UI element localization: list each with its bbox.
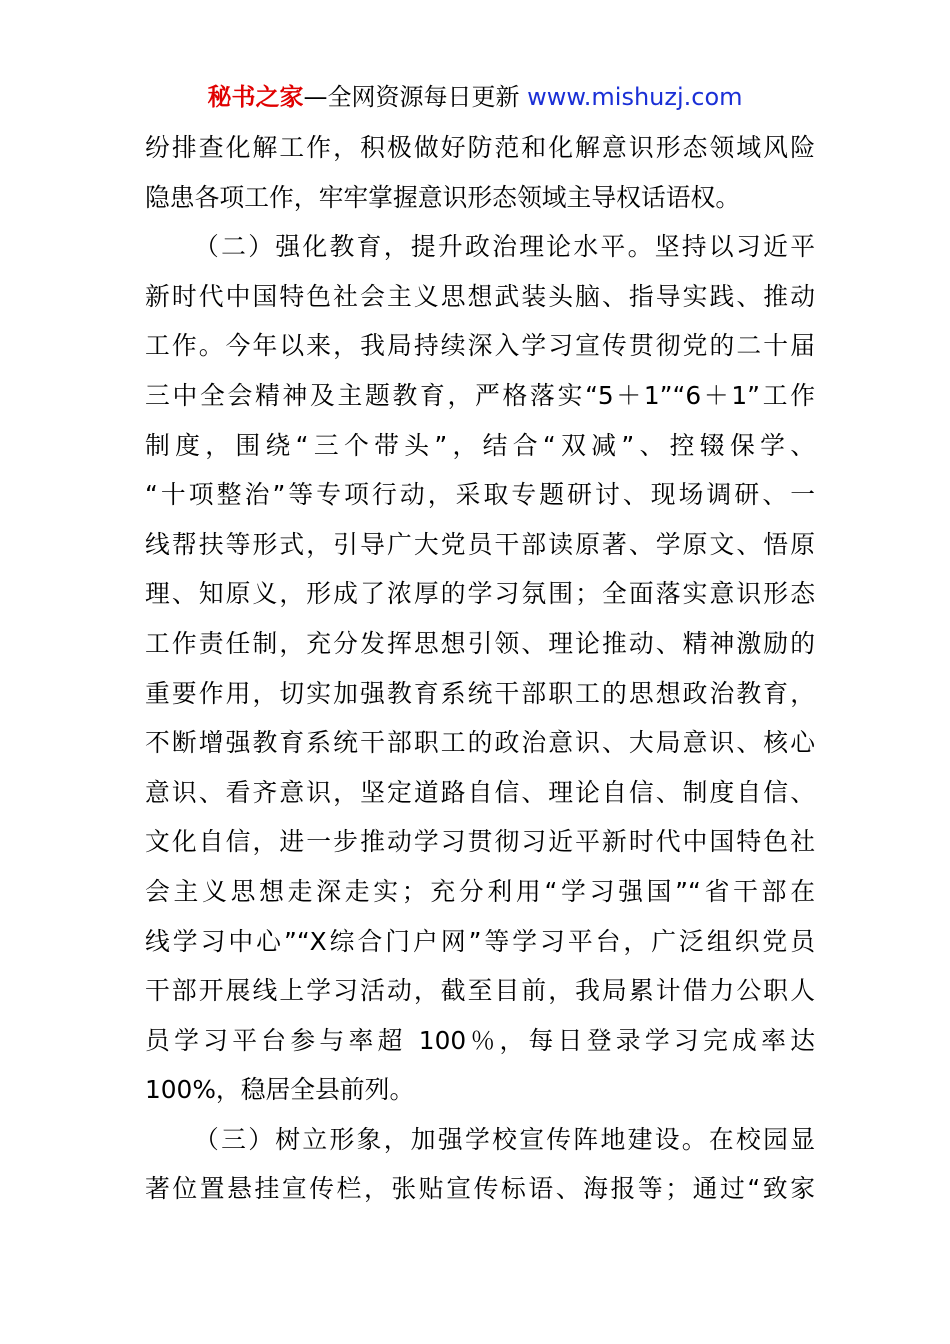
- document-body: [145, 123, 815, 1214]
- text-line: 著位置悬挂宣传栏，张贴宣传标语、海报等；通过“致家: [145, 1174, 815, 1204]
- header-tagline: —全网资源每日更新: [303, 83, 528, 111]
- text-line: 重要作用，切实加强教育系统干部职工的思想政治教育，: [145, 678, 815, 708]
- text-line: 三中全会精神及主题教育，严格落实“5＋1”“6＋1”工作: [145, 380, 815, 410]
- text-line: “十项整治”等专项行动，采取专题研讨、现场调研、一: [145, 480, 815, 510]
- text-line: 员学习平台参与率超 100％，每日登录学习完成率达: [145, 1025, 815, 1055]
- website-link[interactable]: www.mishuzj.com: [527, 83, 743, 111]
- text-line: 制度，围绕“三个带头”，结合“双减”、控辍保学、: [145, 430, 815, 460]
- text-line: 理、知原义，形成了浓厚的学习氛围；全面落实意识形态: [145, 579, 815, 609]
- brand-name: 秘书之家: [207, 83, 304, 111]
- text-line: 意识、看齐意识，坚定道路自信、理论自信、制度自信、: [145, 777, 815, 807]
- section-heading-line: （二）强化教育，提升政治理论水平。坚持以习近平: [194, 232, 815, 262]
- text-line: 隐患各项工作，牢牢掌握意识形态领域主导权话语权。: [145, 182, 741, 212]
- section-heading-line: （三）树立形象，加强学校宣传阵地建设。在校园显: [194, 1124, 815, 1154]
- text-line: 线学习中心”“X综合门户网”等学习平台，广泛组织党员: [145, 926, 815, 956]
- text-line: 100%，稳居全县前列。: [145, 1075, 415, 1105]
- text-line: 文化自信，进一步推动学习贯彻习近平新时代中国特色社: [145, 827, 815, 857]
- text-line: 线帮扶等形式，引导广大党员干部读原著、学原文、悟原: [145, 529, 815, 559]
- text-line: 纷排查化解工作，积极做好防范和化解意识形态领域风险: [145, 133, 815, 162]
- text-line: 工作责任制，充分发挥思想引领、理论推动、精神激励的: [145, 628, 815, 658]
- page-header: [0, 80, 950, 114]
- text-line: 干部开展线上学习活动，截至目前，我局累计借力公职人: [145, 976, 815, 1006]
- text-line: 不断增强教育系统干部职工的政治意识、大局意识、核心: [145, 728, 815, 758]
- text-line: 新时代中国特色社会主义思想武装头脑、指导实践、推动: [145, 281, 815, 311]
- text-line: 会主义思想走深走实；充分利用“学习强国”“省干部在: [145, 876, 815, 906]
- text-line: 工作。今年以来，我局持续深入学习宣传贯彻党的二十届: [145, 331, 815, 361]
